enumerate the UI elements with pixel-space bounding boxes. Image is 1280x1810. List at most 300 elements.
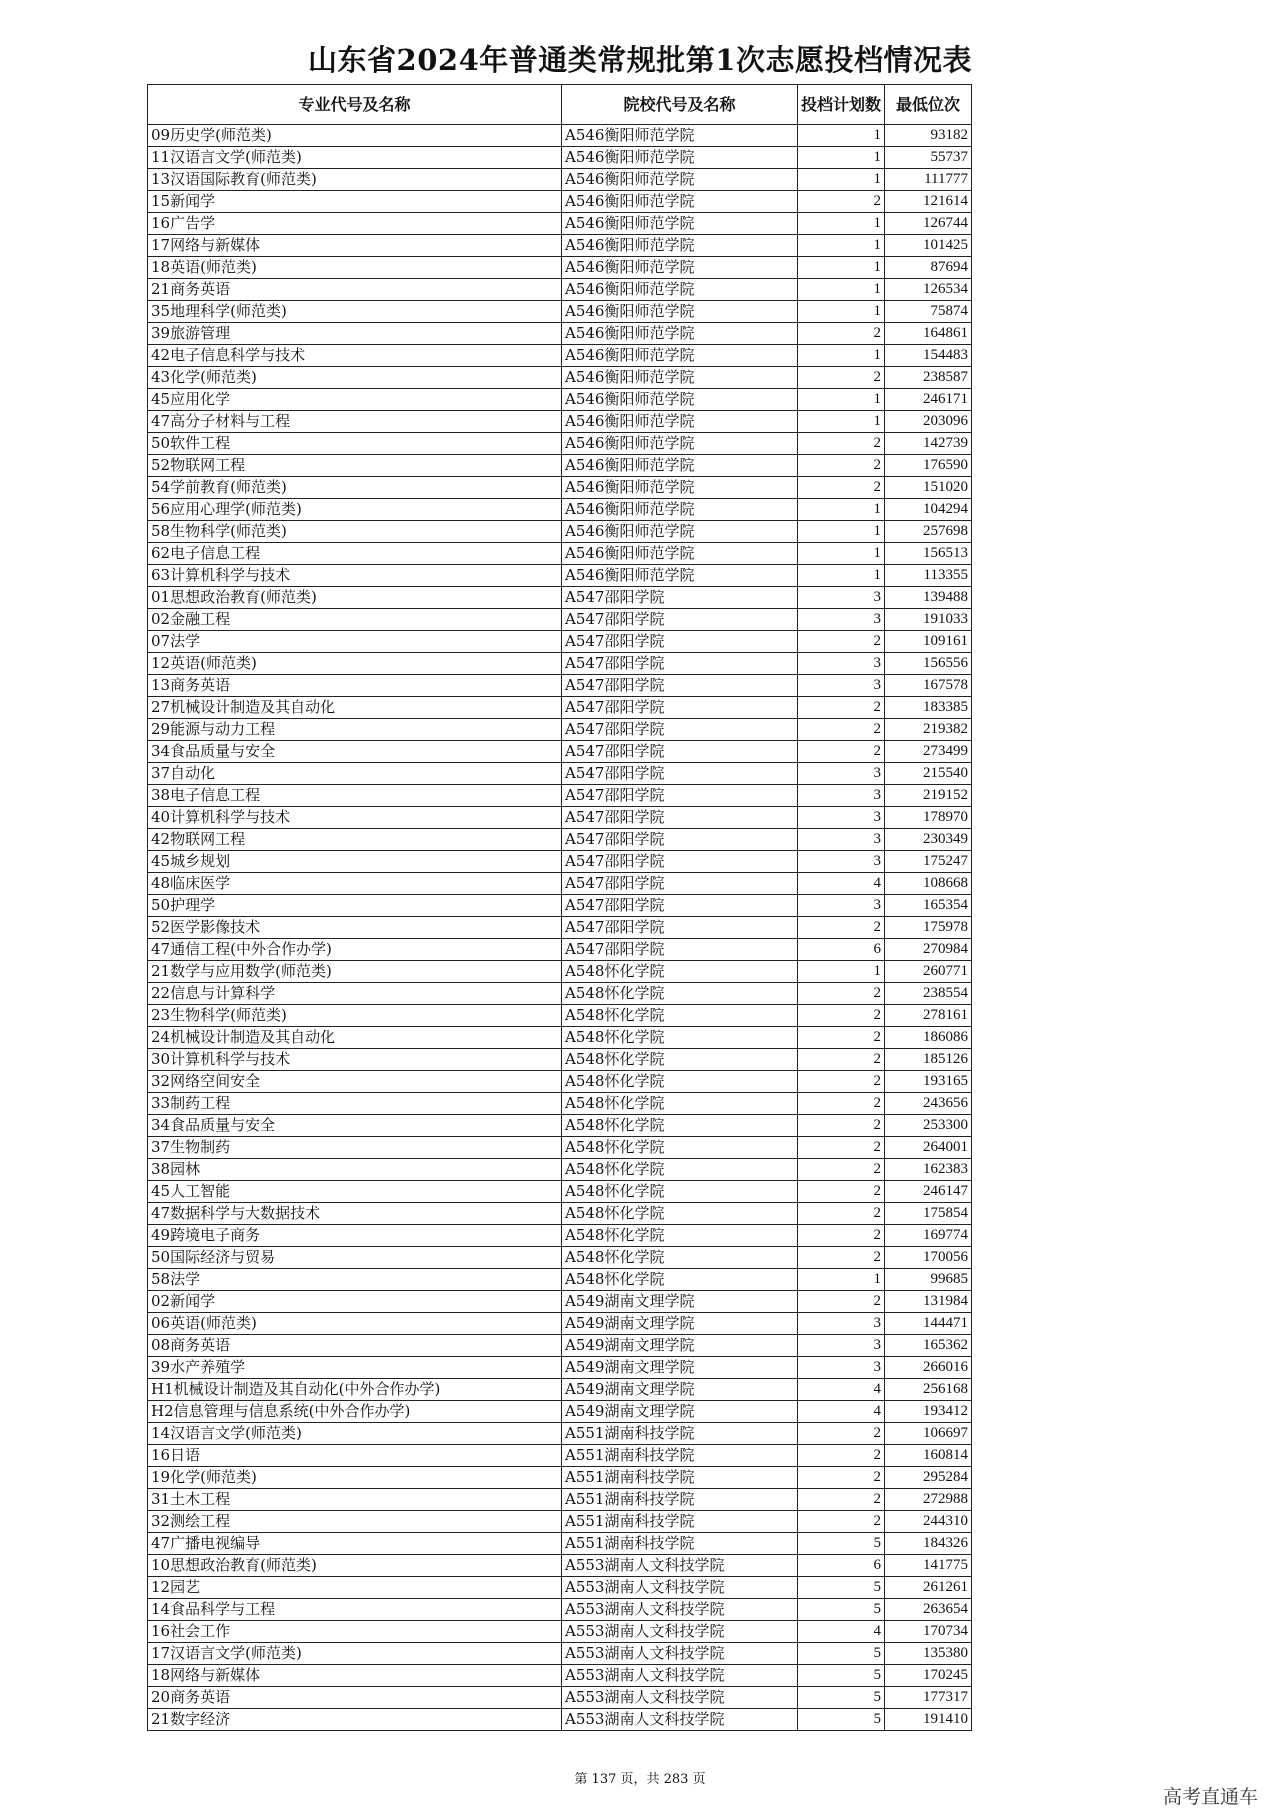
major-cell: 06英语(师范类) [148,1313,562,1335]
plan-cell: 5 [798,1599,885,1621]
rank-cell: 170734 [885,1621,972,1643]
major-cell: 14食品科学与工程 [148,1599,562,1621]
plan-cell: 1 [798,301,885,323]
school-cell: A546衡阳师范学院 [562,455,798,477]
plan-cell: 3 [798,609,885,631]
table-body [148,125,972,1731]
plan-cell: 3 [798,1313,885,1335]
table-row [148,1643,972,1665]
school-cell: A547邵阳学院 [562,829,798,851]
plan-cell: 4 [798,1401,885,1423]
rank-cell: 219382 [885,719,972,741]
table-row [148,169,972,191]
major-cell: 20商务英语 [148,1687,562,1709]
table-row [148,147,972,169]
plan-cell: 1 [798,279,885,301]
table-row [148,1445,972,1467]
table-row [148,675,972,697]
plan-cell: 2 [798,1423,885,1445]
major-cell: 08商务英语 [148,1335,562,1357]
school-cell: A547邵阳学院 [562,873,798,895]
plan-cell: 3 [798,587,885,609]
rank-cell: 191410 [885,1709,972,1731]
school-cell: A553湖南人文科技学院 [562,1687,798,1709]
rank-cell: 238554 [885,983,972,1005]
major-cell: 58生物科学(师范类) [148,521,562,543]
major-cell: 37生物制药 [148,1137,562,1159]
school-cell: A547邵阳学院 [562,675,798,697]
table-row [148,433,972,455]
table-row [148,389,972,411]
rank-cell: 55737 [885,147,972,169]
page-title: 山东省2024年普通类常规批第1次志愿投档情况表 [308,43,972,77]
rank-cell: 186086 [885,1027,972,1049]
school-cell: A547邵阳学院 [562,587,798,609]
rank-cell: 154483 [885,345,972,367]
table-row [148,213,972,235]
table-row [148,939,972,961]
rank-cell: 99685 [885,1269,972,1291]
major-cell: 21数学与应用数学(师范类) [148,961,562,983]
school-cell: A549湖南文理学院 [562,1401,798,1423]
plan-cell: 5 [798,1643,885,1665]
major-cell: 47广播电视编导 [148,1533,562,1555]
rank-cell: 175854 [885,1203,972,1225]
plan-cell: 5 [798,1577,885,1599]
rank-cell: 175978 [885,917,972,939]
rank-cell: 266016 [885,1357,972,1379]
rank-cell: 184326 [885,1533,972,1555]
major-cell: 47高分子材料与工程 [148,411,562,433]
plan-cell: 2 [798,719,885,741]
rank-cell: 246171 [885,389,972,411]
school-cell: A546衡阳师范学院 [562,125,798,147]
major-cell: 40计算机科学与技术 [148,807,562,829]
plan-cell: 1 [798,147,885,169]
table-row [148,587,972,609]
school-cell: A548怀化学院 [562,1137,798,1159]
major-cell: 18网络与新媒体 [148,1665,562,1687]
plan-cell: 1 [798,499,885,521]
major-cell: 02新闻学 [148,1291,562,1313]
rank-cell: 243656 [885,1093,972,1115]
major-cell: 42物联网工程 [148,829,562,851]
plan-cell: 2 [798,1049,885,1071]
table-row [148,235,972,257]
plan-cell: 2 [798,1137,885,1159]
header-rank: 最低位次 [885,85,972,125]
major-cell: 18英语(师范类) [148,257,562,279]
plan-cell: 1 [798,389,885,411]
plan-cell: 2 [798,367,885,389]
plan-cell: 1 [798,169,885,191]
rank-cell: 156513 [885,543,972,565]
table-row [148,1379,972,1401]
table-row [148,1467,972,1489]
plan-cell: 3 [798,1335,885,1357]
school-cell: A546衡阳师范学院 [562,389,798,411]
major-cell: 39水产养殖学 [148,1357,562,1379]
school-cell: A547邵阳学院 [562,631,798,653]
school-cell: A546衡阳师范学院 [562,169,798,191]
rank-cell: 273499 [885,741,972,763]
school-cell: A546衡阳师范学院 [562,345,798,367]
plan-cell: 2 [798,1291,885,1313]
school-cell: A549湖南文理学院 [562,1313,798,1335]
table-row [148,1027,972,1049]
rank-cell: 193412 [885,1401,972,1423]
school-cell: A547邵阳学院 [562,807,798,829]
table-row [148,411,972,433]
rank-cell: 183385 [885,697,972,719]
rank-cell: 126534 [885,279,972,301]
plan-cell: 2 [798,741,885,763]
table-row [148,983,972,1005]
rank-cell: 165362 [885,1335,972,1357]
plan-cell: 6 [798,939,885,961]
major-cell: 47通信工程(中外合作办学) [148,939,562,961]
plan-cell: 1 [798,345,885,367]
major-cell: 45城乡规划 [148,851,562,873]
major-cell: 13汉语国际教育(师范类) [148,169,562,191]
school-cell: A546衡阳师范学院 [562,411,798,433]
rank-cell: 162383 [885,1159,972,1181]
header-school: 院校代号及名称 [562,85,798,125]
school-cell: A547邵阳学院 [562,917,798,939]
table-row [148,1313,972,1335]
rank-cell: 126744 [885,213,972,235]
plan-cell: 3 [798,829,885,851]
table-row [148,653,972,675]
table-row [148,1577,972,1599]
major-cell: H1机械设计制造及其自动化(中外合作办学) [148,1379,562,1401]
plan-cell: 3 [798,675,885,697]
school-cell: A546衡阳师范学院 [562,477,798,499]
major-cell: 11汉语言文学(师范类) [148,147,562,169]
plan-cell: 1 [798,961,885,983]
rank-cell: 261261 [885,1577,972,1599]
rank-cell: 170056 [885,1247,972,1269]
school-cell: A553湖南人文科技学院 [562,1577,798,1599]
rank-cell: 230349 [885,829,972,851]
table-row [148,807,972,829]
school-cell: A546衡阳师范学院 [562,235,798,257]
table-row [148,1159,972,1181]
watermark: 高考直通车 [1162,1786,1258,1808]
school-cell: A553湖南人文科技学院 [562,1709,798,1731]
school-cell: A551湖南科技学院 [562,1511,798,1533]
school-cell: A553湖南人文科技学院 [562,1621,798,1643]
plan-cell: 2 [798,191,885,213]
table-row [148,345,972,367]
plan-cell: 1 [798,521,885,543]
major-cell: 15新闻学 [148,191,562,213]
school-cell: A547邵阳学院 [562,697,798,719]
rank-cell: 270984 [885,939,972,961]
school-cell: A553湖南人文科技学院 [562,1555,798,1577]
rank-cell: 131984 [885,1291,972,1313]
plan-cell: 2 [798,697,885,719]
major-cell: 29能源与动力工程 [148,719,562,741]
rank-cell: 113355 [885,565,972,587]
school-cell: A549湖南文理学院 [562,1291,798,1313]
major-cell: 54学前教育(师范类) [148,477,562,499]
table-row [148,1115,972,1137]
plan-cell: 2 [798,1203,885,1225]
rank-cell: 193165 [885,1071,972,1093]
table-row [148,323,972,345]
rank-cell: 238587 [885,367,972,389]
plan-cell: 3 [798,653,885,675]
rank-cell: 175247 [885,851,972,873]
plan-cell: 1 [798,213,885,235]
school-cell: A546衡阳师范学院 [562,543,798,565]
table-row [148,257,972,279]
admission-table [147,84,972,1731]
rank-cell: 178970 [885,807,972,829]
rank-cell: 106697 [885,1423,972,1445]
major-cell: 38园林 [148,1159,562,1181]
school-cell: A546衡阳师范学院 [562,499,798,521]
table-row [148,1555,972,1577]
plan-cell: 6 [798,1555,885,1577]
school-cell: A551湖南科技学院 [562,1489,798,1511]
rank-cell: 109161 [885,631,972,653]
table-row [148,961,972,983]
table-row [148,1511,972,1533]
major-cell: 38电子信息工程 [148,785,562,807]
plan-cell: 5 [798,1665,885,1687]
plan-cell: 4 [798,1621,885,1643]
rank-cell: 246147 [885,1181,972,1203]
rank-cell: 272988 [885,1489,972,1511]
rank-cell: 167578 [885,675,972,697]
rank-cell: 177317 [885,1687,972,1709]
major-cell: 62电子信息工程 [148,543,562,565]
plan-cell: 2 [798,1181,885,1203]
table-row [148,455,972,477]
school-cell: A551湖南科技学院 [562,1533,798,1555]
major-cell: 09历史学(师范类) [148,125,562,147]
table-row [148,279,972,301]
major-cell: 10思想政治教育(师范类) [148,1555,562,1577]
plan-cell: 2 [798,1115,885,1137]
major-cell: 58法学 [148,1269,562,1291]
school-cell: A548怀化学院 [562,961,798,983]
plan-cell: 2 [798,1489,885,1511]
table-row [148,1247,972,1269]
major-cell: 31土木工程 [148,1489,562,1511]
table-row [148,1203,972,1225]
plan-cell: 1 [798,543,885,565]
school-cell: A548怀化学院 [562,1093,798,1115]
header-major: 专业代号及名称 [148,85,562,125]
rank-cell: 141775 [885,1555,972,1577]
plan-cell: 1 [798,235,885,257]
table-row [148,1599,972,1621]
rank-cell: 185126 [885,1049,972,1071]
rank-cell: 170245 [885,1665,972,1687]
school-cell: A553湖南人文科技学院 [562,1643,798,1665]
table-row [148,851,972,873]
table-row [148,367,972,389]
plan-cell: 5 [798,1533,885,1555]
plan-cell: 2 [798,433,885,455]
school-cell: A547邵阳学院 [562,609,798,631]
major-cell: 13商务英语 [148,675,562,697]
school-cell: A551湖南科技学院 [562,1445,798,1467]
rank-cell: 111777 [885,169,972,191]
major-cell: 17网络与新媒体 [148,235,562,257]
major-cell: 63计算机科学与技术 [148,565,562,587]
major-cell: 02金融工程 [148,609,562,631]
school-cell: A548怀化学院 [562,1159,798,1181]
plan-cell: 1 [798,411,885,433]
major-cell: 33制药工程 [148,1093,562,1115]
rank-cell: 135380 [885,1643,972,1665]
school-cell: A546衡阳师范学院 [562,191,798,213]
plan-cell: 2 [798,1005,885,1027]
table-row [148,829,972,851]
table-row [148,565,972,587]
major-cell: 56应用心理学(师范类) [148,499,562,521]
plan-cell: 2 [798,1027,885,1049]
major-cell: 23生物科学(师范类) [148,1005,562,1027]
school-cell: A553湖南人文科技学院 [562,1599,798,1621]
rank-cell: 87694 [885,257,972,279]
school-cell: A548怀化学院 [562,1027,798,1049]
table-row [148,1005,972,1027]
major-cell: 30计算机科学与技术 [148,1049,562,1071]
rank-cell: 101425 [885,235,972,257]
table-row [148,719,972,741]
table-row [148,499,972,521]
plan-cell: 2 [798,1225,885,1247]
plan-cell: 4 [798,1379,885,1401]
table-row [148,1225,972,1247]
rank-cell: 263654 [885,1599,972,1621]
major-cell: 50护理学 [148,895,562,917]
rank-cell: 164861 [885,323,972,345]
major-cell: 14汉语言文学(师范类) [148,1423,562,1445]
rank-cell: 108668 [885,873,972,895]
major-cell: 34食品质量与安全 [148,741,562,763]
major-cell: 37自动化 [148,763,562,785]
table-row [148,1137,972,1159]
plan-cell: 2 [798,477,885,499]
table-row [148,895,972,917]
rank-cell: 169774 [885,1225,972,1247]
major-cell: 32测绘工程 [148,1511,562,1533]
plan-cell: 5 [798,1687,885,1709]
table-row [148,873,972,895]
school-cell: A546衡阳师范学院 [562,565,798,587]
plan-cell: 2 [798,917,885,939]
major-cell: 52医学影像技术 [148,917,562,939]
rank-cell: 160814 [885,1445,972,1467]
rank-cell: 244310 [885,1511,972,1533]
school-cell: A546衡阳师范学院 [562,147,798,169]
school-cell: A548怀化学院 [562,1049,798,1071]
table-row [148,1621,972,1643]
rank-cell: 139488 [885,587,972,609]
school-cell: A549湖南文理学院 [562,1357,798,1379]
school-cell: A546衡阳师范学院 [562,433,798,455]
major-cell: 45人工智能 [148,1181,562,1203]
rank-cell: 253300 [885,1115,972,1137]
school-cell: A548怀化学院 [562,1247,798,1269]
page-footer: 第 137 页，共 283 页 [574,1772,706,1787]
plan-cell: 5 [798,1709,885,1731]
school-cell: A547邵阳学院 [562,785,798,807]
school-cell: A546衡阳师范学院 [562,279,798,301]
rank-cell: 191033 [885,609,972,631]
rank-cell: 121614 [885,191,972,213]
school-cell: A546衡阳师范学院 [562,301,798,323]
table-row [148,763,972,785]
table-row [148,1687,972,1709]
plan-cell: 2 [798,983,885,1005]
table-row [148,1049,972,1071]
major-cell: 22信息与计算科学 [148,983,562,1005]
major-cell: 32网络空间安全 [148,1071,562,1093]
major-cell: 17汉语言文学(师范类) [148,1643,562,1665]
plan-cell: 1 [798,257,885,279]
major-cell: 34食品质量与安全 [148,1115,562,1137]
table-row [148,521,972,543]
rank-cell: 151020 [885,477,972,499]
school-cell: A548怀化学院 [562,1005,798,1027]
plan-cell: 2 [798,631,885,653]
plan-cell: 4 [798,873,885,895]
major-cell: 45应用化学 [148,389,562,411]
school-cell: A547邵阳学院 [562,939,798,961]
table-row [148,609,972,631]
school-cell: A546衡阳师范学院 [562,213,798,235]
major-cell: 43化学(师范类) [148,367,562,389]
major-cell: 50软件工程 [148,433,562,455]
table-row [148,785,972,807]
rank-cell: 104294 [885,499,972,521]
table-row [148,1357,972,1379]
table-row [148,191,972,213]
plan-cell: 2 [798,1445,885,1467]
school-cell: A548怀化学院 [562,1115,798,1137]
school-cell: A548怀化学院 [562,1225,798,1247]
major-cell: 16日语 [148,1445,562,1467]
major-cell: 52物联网工程 [148,455,562,477]
major-cell: 19化学(师范类) [148,1467,562,1489]
rank-cell: 176590 [885,455,972,477]
table-row [148,1071,972,1093]
school-cell: A551湖南科技学院 [562,1423,798,1445]
rank-cell: 203096 [885,411,972,433]
rank-cell: 260771 [885,961,972,983]
table-row [148,543,972,565]
plan-cell: 2 [798,455,885,477]
school-cell: A549湖南文理学院 [562,1335,798,1357]
rank-cell: 142739 [885,433,972,455]
school-cell: A546衡阳师范学院 [562,323,798,345]
school-cell: A549湖南文理学院 [562,1379,798,1401]
table-row [148,1093,972,1115]
rank-cell: 219152 [885,785,972,807]
plan-cell: 3 [798,763,885,785]
major-cell: 16广告学 [148,213,562,235]
rank-cell: 295284 [885,1467,972,1489]
rank-cell: 156556 [885,653,972,675]
table-row [148,1335,972,1357]
